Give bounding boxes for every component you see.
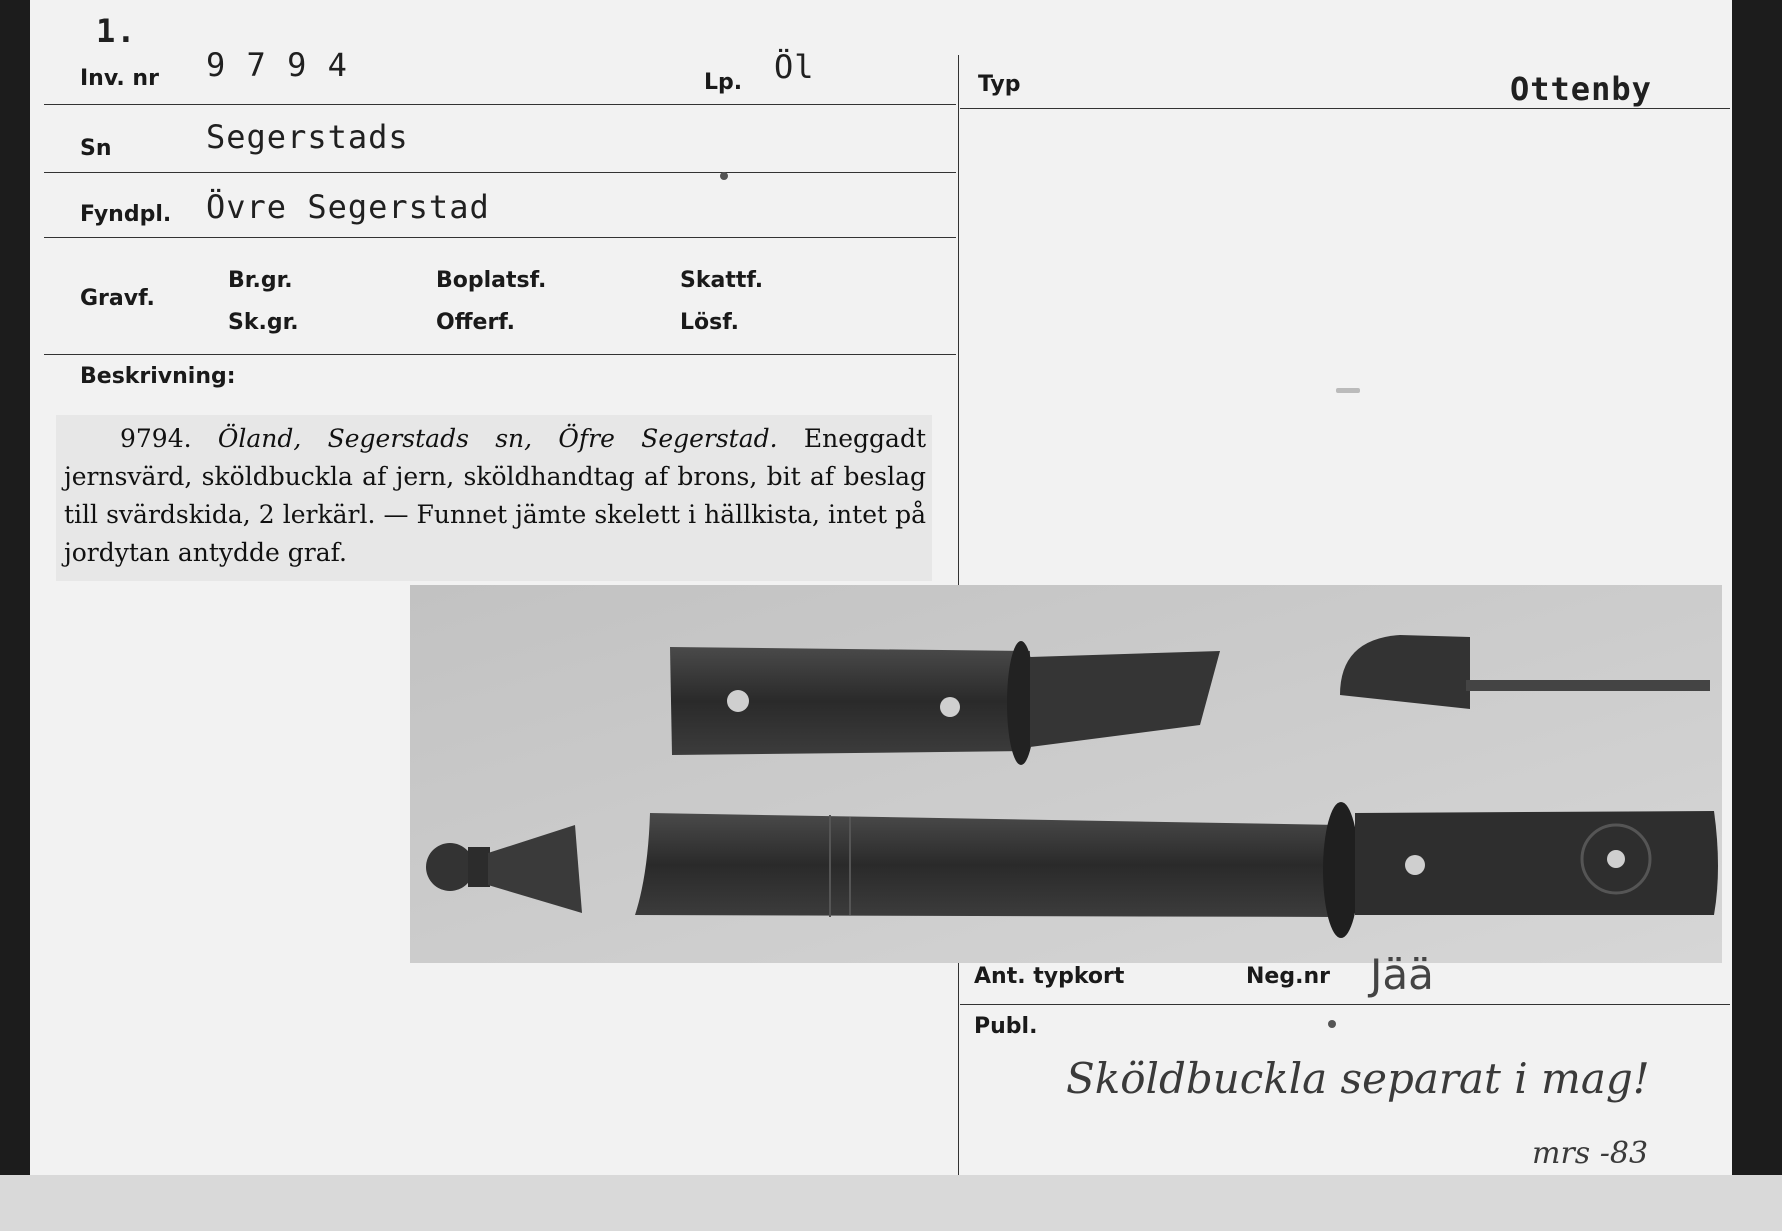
catalog-card — [30, 0, 1732, 1175]
typ-value: Ottenby — [1510, 70, 1652, 108]
description-text — [64, 420, 926, 572]
card-number: 1. — [96, 12, 137, 50]
sn-value: Segerstads — [206, 118, 409, 156]
beskrivning-label: Beskrivning: — [80, 364, 236, 389]
artifact-photo — [410, 585, 1722, 963]
offerf-label: Offerf. — [436, 310, 516, 335]
description-number: 9794. — [120, 424, 192, 453]
description-place: Öland, Segerstads sn, Öfre Segerstad. — [217, 424, 778, 453]
scan-background — [0, 1175, 1782, 1231]
lp-value: Öl — [774, 48, 815, 86]
sn-label: Sn — [80, 136, 112, 161]
neg-nr-label: Neg.nr — [1246, 964, 1330, 989]
sword-fragments-image — [410, 585, 1722, 963]
neg-nr-value: Jää — [1370, 950, 1434, 999]
rule-fyndpl — [44, 237, 956, 238]
speck — [1328, 1020, 1336, 1028]
rule-typ — [960, 108, 1730, 109]
inv-nr-label: Inv. nr — [80, 66, 159, 91]
typ-label: Typ — [978, 72, 1021, 97]
publ-label: Publ. — [974, 1014, 1038, 1039]
handwritten-note: Sköldbuckla separat i mag! — [1066, 1054, 1650, 1103]
signature: mrs -83 — [1532, 1136, 1649, 1171]
rule-neg — [960, 1004, 1730, 1005]
boplatsf-label: Boplatsf. — [436, 268, 547, 293]
gravf-label: Gravf. — [80, 286, 155, 311]
losf-label: Lösf. — [680, 310, 739, 335]
sk-gr-label: Sk.gr. — [228, 310, 299, 335]
rule-inv — [44, 104, 956, 105]
br-gr-label: Br.gr. — [228, 268, 293, 293]
inv-nr-value: 9 7 9 4 — [206, 46, 348, 84]
skattf-label: Skattf. — [680, 268, 764, 293]
rule-sn — [44, 172, 956, 173]
fyndpl-label: Fyndpl. — [80, 202, 172, 227]
description-body: Eneggadt jernsvärd, sköldbuckla af jern, sköldhandtag af brons, bit af beslag till svärdskida, 2 lerkärl. — Funnet jämte skelett i hällkista, intet på jordytan antydde graf. — [64, 424, 927, 567]
ant-typkort-label: Ant. typkort — [974, 964, 1125, 989]
lp-label: Lp. — [704, 70, 743, 95]
rule-gravf — [44, 354, 956, 355]
speck — [720, 172, 728, 180]
speck — [1336, 388, 1360, 393]
fyndpl-value: Övre Segerstad — [206, 188, 490, 226]
